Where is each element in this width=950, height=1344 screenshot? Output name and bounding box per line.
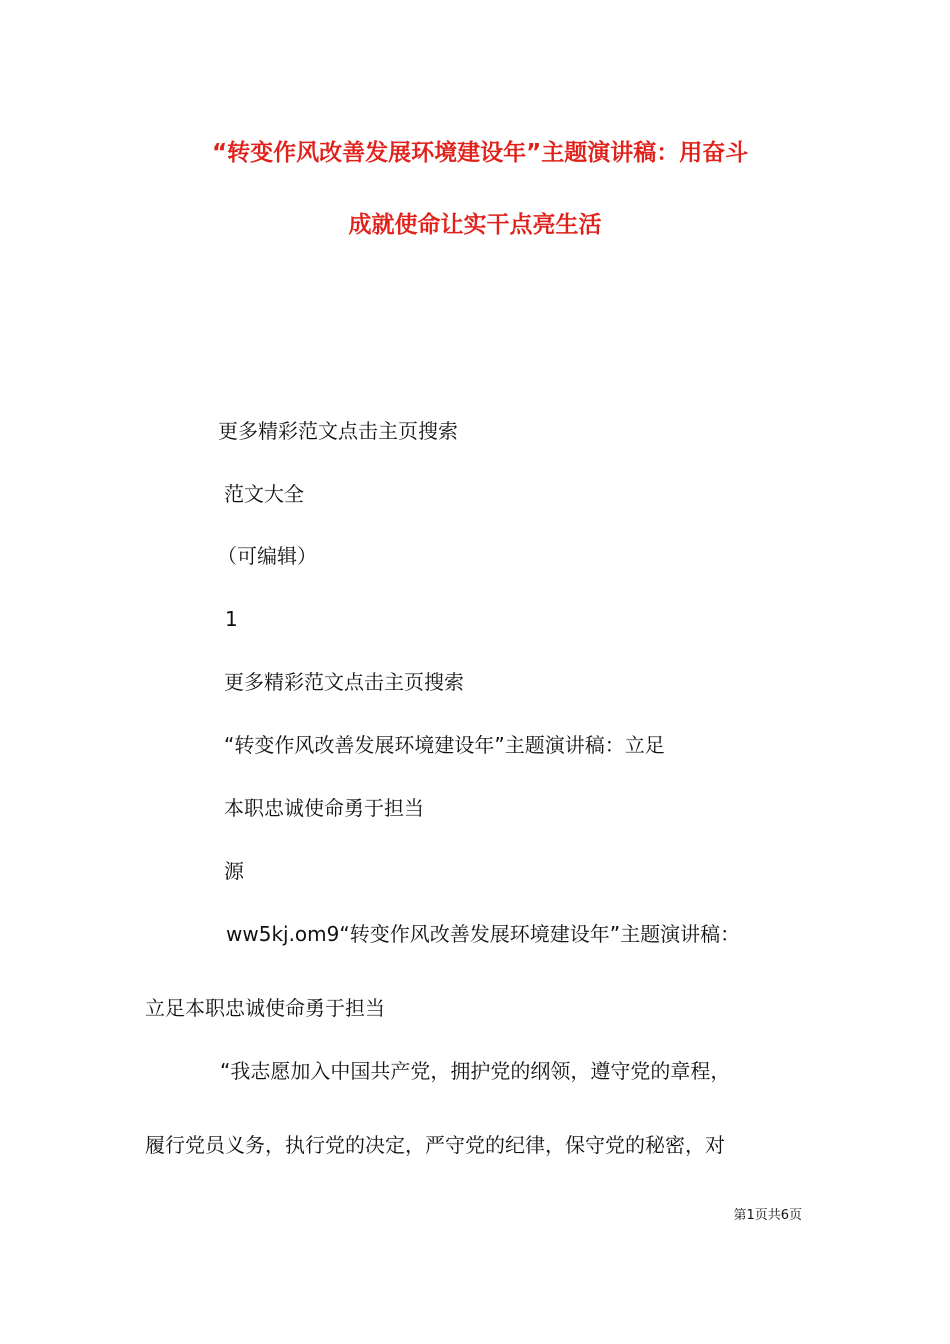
body-line-subtitle-1: “转变作风改善发展环境建设年”主题演讲稿：立足 bbox=[224, 733, 665, 757]
document-title-line-2: 成就使命让实干点亮生活 bbox=[348, 212, 602, 238]
page-footer: 第1页共6页 bbox=[733, 1208, 802, 1223]
body-line-subtitle-2: 本职忠诚使命勇于担当 bbox=[224, 796, 424, 820]
body-line-source-detail-2: 立足本职忠诚使命勇于担当 bbox=[145, 996, 385, 1020]
body-line-source: 源 bbox=[224, 859, 244, 883]
document-title-line-1: “转变作风改善发展环境建设年”主题演讲稿：用奋斗 bbox=[212, 140, 749, 166]
body-line-paragraph-1: “我志愿加入中国共产党，拥护党的纲领，遵守党的章程， bbox=[220, 1059, 731, 1083]
body-line-collection: 范文大全 bbox=[224, 482, 304, 506]
body-line-search-hint: 更多精彩范文点击主页搜索 bbox=[218, 419, 458, 443]
body-line-number: 1 bbox=[225, 607, 238, 631]
body-line-editable: （可编辑） bbox=[217, 544, 317, 568]
body-line-paragraph-2: 履行党员义务，执行党的决定，严守党的纪律，保守党的秘密，对 bbox=[145, 1133, 725, 1157]
body-line-search-hint-2: 更多精彩范文点击主页搜索 bbox=[224, 670, 464, 694]
body-line-source-detail: ww5kj.om9“转变作风改善发展环境建设年”主题演讲稿： bbox=[226, 922, 741, 946]
